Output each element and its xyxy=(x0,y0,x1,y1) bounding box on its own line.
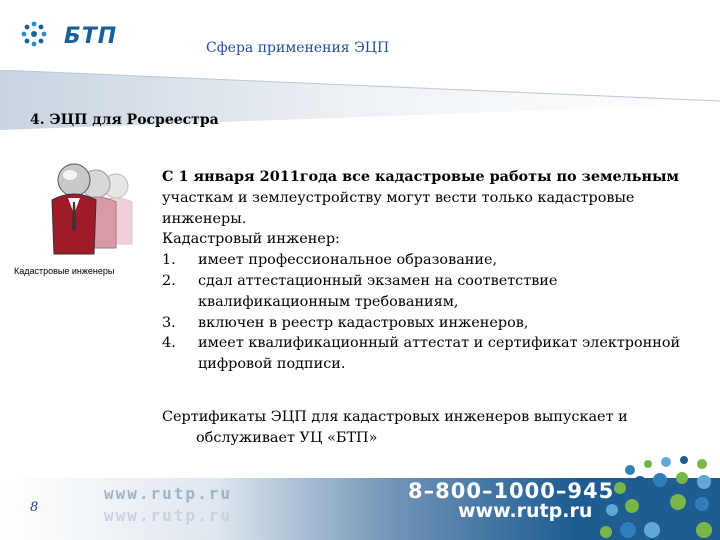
lead-line: участкам и землеустройству могут вести только кадастровые xyxy=(162,189,635,206)
page-number: 8 xyxy=(30,500,39,515)
footer-site: www.rutp.ru xyxy=(458,500,593,522)
footer-url-dotted: www.rutp.ru xyxy=(104,484,232,503)
list-item xyxy=(162,271,702,313)
page-title: Сфера применения ЭЦП xyxy=(206,40,390,56)
figure-caption: Кадастровые инженеры xyxy=(14,266,115,276)
section-heading: 4. ЭЦП для Росреестра xyxy=(30,112,219,128)
list-number: 3. xyxy=(162,314,176,331)
intro-line: Кадастровый инженер: xyxy=(162,231,340,248)
footer-phone: 8–800–1000–945 xyxy=(408,479,615,503)
lead-line: С 1 января 2011года все кадастровые работы по земельным xyxy=(162,168,680,185)
list-text: квалификационным требованиям, xyxy=(198,293,459,310)
list-text: включен в реестр кадастровых инженеров, xyxy=(198,314,529,331)
list-text: сдал аттестационный экзамен на соответствие xyxy=(198,272,558,289)
list-text: цифровой подписи. xyxy=(198,356,346,373)
btp-logo xyxy=(20,14,120,50)
footer-url-dotted-reflection: www.rutp.ru xyxy=(104,506,232,525)
list-number: 1. xyxy=(162,252,176,269)
decorative-dots-icon xyxy=(590,450,720,540)
content-body xyxy=(162,167,702,375)
logo-text: БТП xyxy=(64,24,118,49)
certificates-note xyxy=(162,407,682,449)
people-icon xyxy=(46,158,136,258)
list-item xyxy=(162,333,702,375)
logo-mark-icon xyxy=(20,20,48,48)
list-item xyxy=(162,313,702,334)
list-text: имеет квалификационный аттестат и сертификат электронной xyxy=(198,335,681,352)
list-number: 2. xyxy=(162,272,176,289)
list-text: имеет профессиональное образование, xyxy=(198,252,498,269)
list-number: 4. xyxy=(162,335,176,352)
requirements-list xyxy=(162,250,702,375)
list-item xyxy=(162,250,702,271)
cert-line: Сертификаты ЭЦП для кадастровых инженеров выпускает и xyxy=(162,409,628,425)
lead-line: инженеры. xyxy=(162,210,247,227)
cert-line: обслуживает УЦ «БТП» xyxy=(196,429,378,446)
